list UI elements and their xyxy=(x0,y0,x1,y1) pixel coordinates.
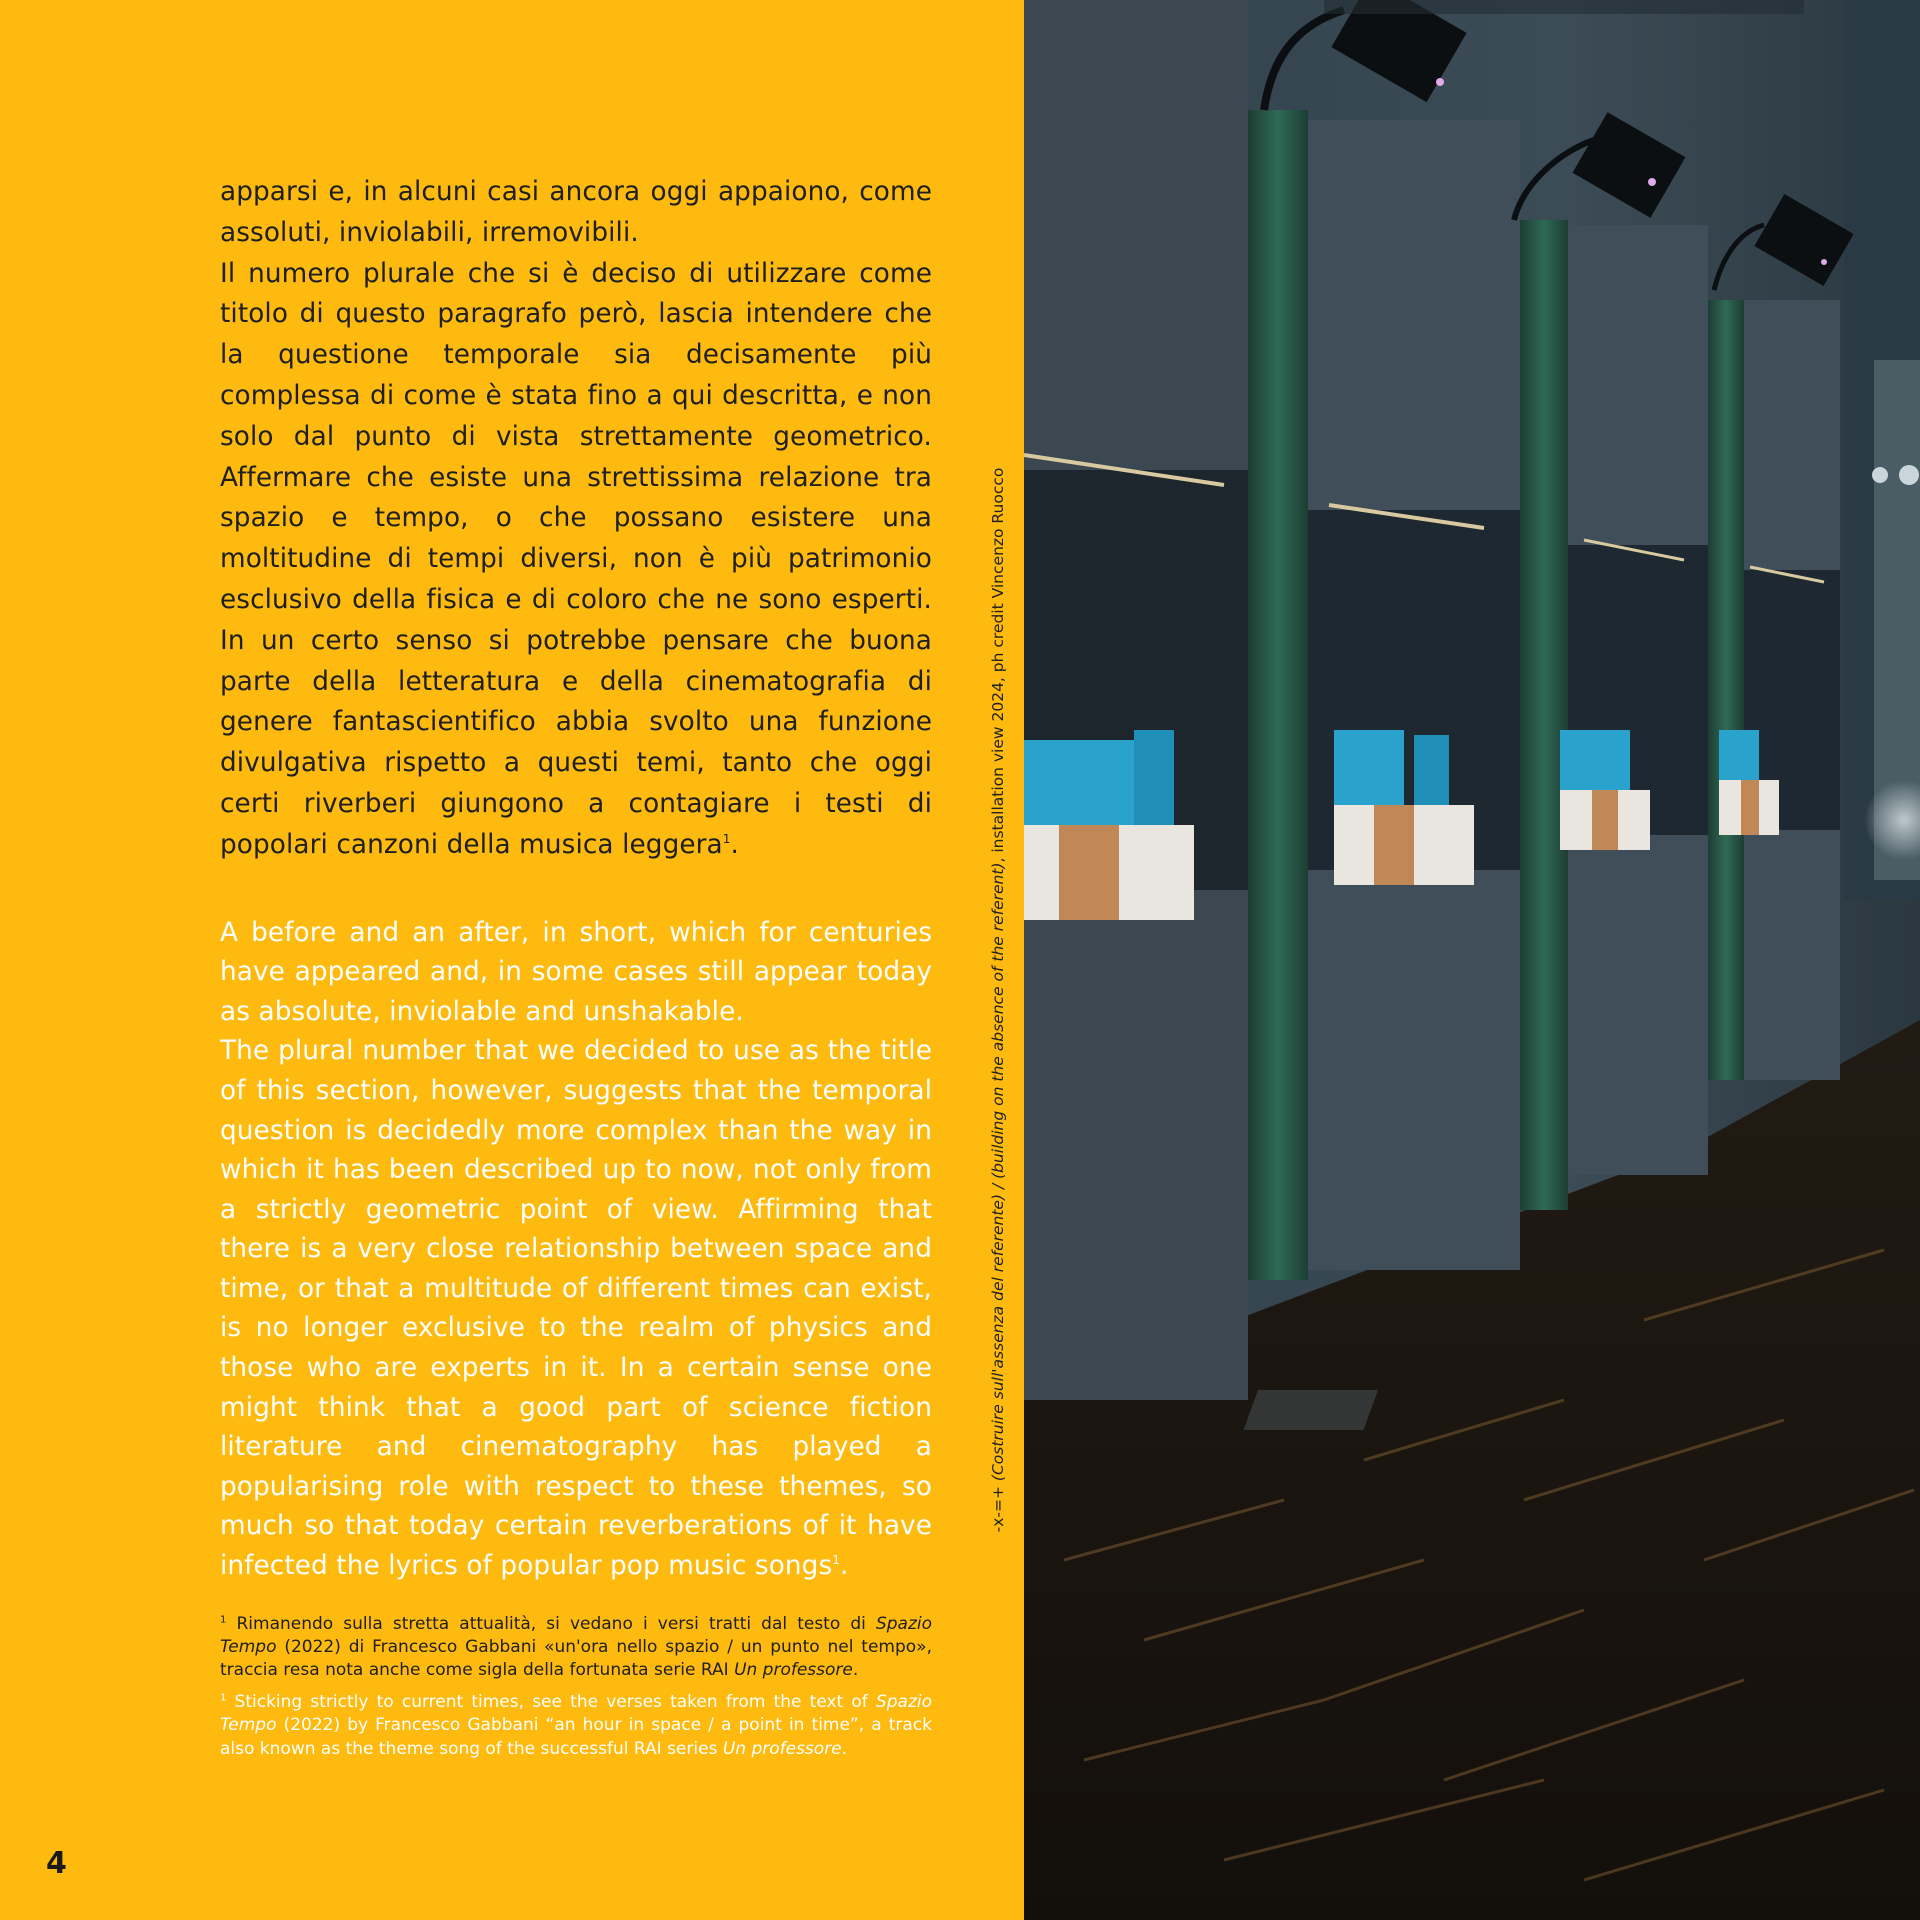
footnote-text: (2022) by Francesco Gabbani “an hour in space / a point in time”, a track also known as the theme song of the successful RAI series xyxy=(220,1715,932,1759)
english-paragraph-2 xyxy=(220,1032,932,1586)
footnote-ref[interactable]: 1 xyxy=(832,1553,841,1568)
footnote-song-title: Spazio Tempo xyxy=(220,1613,932,1658)
footnote-text: Sticking strictly to current times, see the verses taken from the text of xyxy=(226,1691,876,1712)
text-column xyxy=(220,172,932,1761)
footnote-text: . xyxy=(852,1660,859,1681)
italian-paragraph-1-text: apparsi e, in alcuni casi ancora oggi appaiono, come assoluti, inviolabili, irremovibili. xyxy=(220,177,932,248)
italian-paragraph-2 xyxy=(220,254,932,866)
english-paragraph-2-text: The plural number that we decided to use as the title of this section, however, suggests that the temporal question is decidedly more complex than the way in which it has been described up to now, not only from a strictly geometric point of view. Affirming that there is a very close relationship between space and time, or that a multitude of different times can exist, is no longer exclusive to the realm of physics and those who are experts in it. In a certain sense one might think that a good part of science fiction literature and cinematography has played a popularising role with respect to these themes, so much so that today certain reverberations of it have infected the lyrics of popular pop music songs xyxy=(220,1036,932,1582)
footnote-marker: 1 xyxy=(220,1692,227,1704)
italian-paragraph-2-end: . xyxy=(730,829,739,860)
footnote-text: (2022) di Francesco Gabbani «un'ora nello spazio / un punto nel tempo», traccia resa nota anche come sigla della fortunata serie RAI xyxy=(220,1637,932,1681)
footnote-english xyxy=(220,1691,932,1761)
footnote-ref[interactable]: 1 xyxy=(722,831,731,846)
caption-credit: , installation view 2024, ph credit Vincenzo Ruocco xyxy=(989,467,1007,863)
footnote-italian xyxy=(220,1613,932,1683)
english-paragraph-1 xyxy=(220,914,932,1033)
footnote-text: Rimanendo sulla stretta attualità, si vedano i versi tratti dal testo di xyxy=(226,1613,876,1634)
installation-photo xyxy=(1024,0,1920,1920)
italian-paragraph-1 xyxy=(220,172,932,254)
italian-paragraph-2-text: Il numero plurale che si è deciso di utilizzare come titolo di questo paragrafo però, lascia intendere che la questione temporale sia decisamente più complessa di come è stata fino a qui descritta, e non solo dal punto di vista strettamente geometrico. Affermare che esiste una strettissima relazione tra spazio e tempo, o che possano esistere una moltitudine di tempi diversi, non è più patrimonio esclusivo della fisica e di coloro che ne sono esperti. In un certo senso si potrebbe pensare che buona parte della letteratura e della cinematografia di genere fantascientifico abbia svolto una funzione divulgativa rispetto a questi temi, tanto che oggi certi riverberi giungono a contagiare i testi di popolari canzoni della musica leggera xyxy=(220,258,932,860)
italian-text xyxy=(220,172,932,866)
english-text xyxy=(220,914,932,1587)
english-paragraph-1-text: A before and an after, in short, which for centuries have appeared and, in some cases still appear today as absolute, inviolable and unshakable. xyxy=(220,917,932,1027)
footnotes xyxy=(220,1613,932,1761)
footnote-series-title: Un professore xyxy=(734,1660,853,1681)
page-number: 4 xyxy=(46,1846,67,1881)
footnote-text: . xyxy=(841,1738,848,1759)
caption-title: (Costruire sull'assenza del referente) / (building on the absence of the referent) xyxy=(989,862,1007,1482)
footnote-series-title: Un professore xyxy=(722,1738,842,1759)
caption-prefix: -x-=+ xyxy=(989,1481,1007,1533)
footnote-marker: 1 xyxy=(220,1613,227,1625)
photo-caption xyxy=(989,468,1007,1533)
english-paragraph-2-end: . xyxy=(840,1551,849,1582)
footnote-song-title: Spazio Tempo xyxy=(220,1691,932,1736)
